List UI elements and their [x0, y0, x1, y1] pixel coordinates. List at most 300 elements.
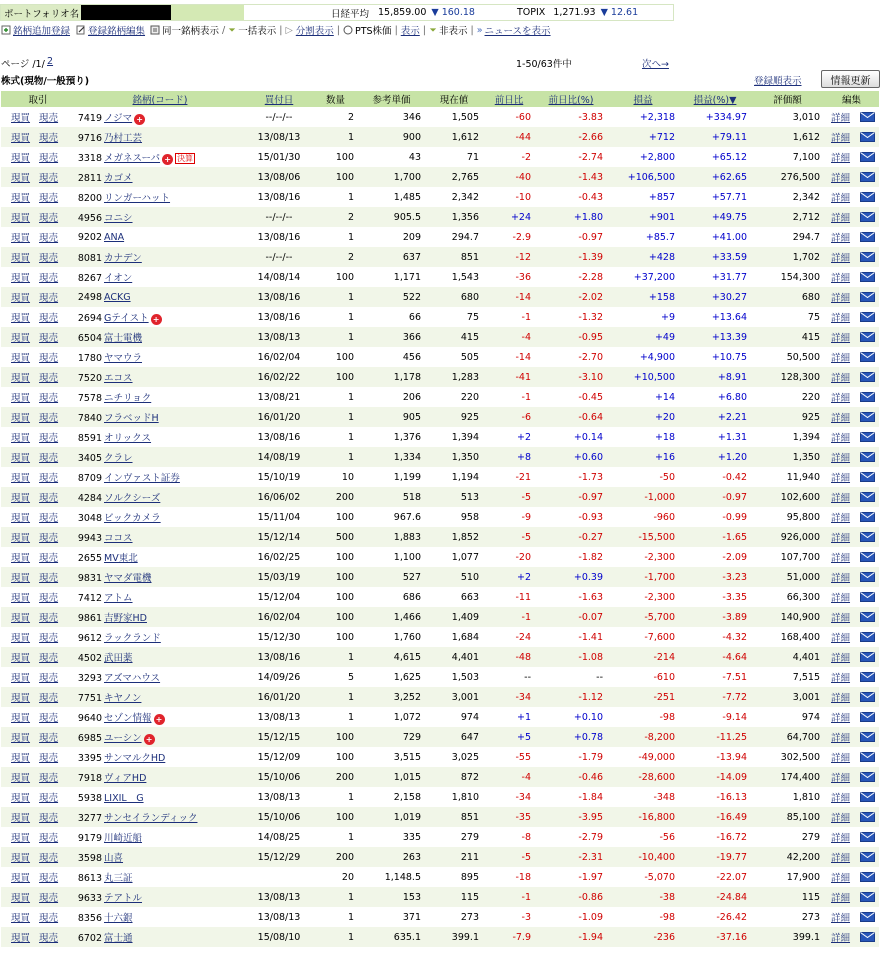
buy-link[interactable]: 現買: [11, 573, 31, 584]
pts-show-link[interactable]: 表示: [400, 26, 420, 37]
cost-price: 518: [358, 487, 425, 507]
mail-icon[interactable]: [860, 832, 875, 842]
buy-link[interactable]: 現買: [11, 853, 31, 864]
day-change-pct: -3.10: [535, 367, 607, 387]
buy-date: 15/10/06: [245, 767, 313, 787]
stock-name-link[interactable]: ニチリョク: [104, 393, 152, 404]
buy-link[interactable]: 現買: [11, 733, 31, 744]
sell-link[interactable]: 現売: [39, 373, 59, 384]
day-change-pct: -2.74: [578, 151, 603, 163]
mail-icon[interactable]: [860, 132, 875, 142]
mail-icon[interactable]: [860, 312, 875, 322]
buy-link[interactable]: 現買: [11, 273, 31, 284]
detail-link[interactable]: 詳細: [831, 293, 851, 304]
valuation: 1,810: [792, 791, 820, 803]
detail-link[interactable]: 詳細: [831, 513, 851, 524]
mail-icon[interactable]: [860, 232, 875, 242]
detail-link[interactable]: 詳細: [831, 373, 851, 384]
buy-date: 13/08/21: [257, 391, 301, 403]
stock-name-link[interactable]: ヤマダ電機: [104, 573, 152, 584]
stock-name-link[interactable]: 乃村工芸: [104, 133, 143, 144]
day-change: -1: [521, 391, 531, 403]
stock-name-link[interactable]: ビックカメラ: [104, 513, 161, 524]
stock-name-link[interactable]: ラックランド: [104, 633, 161, 644]
sell-link[interactable]: 現売: [39, 633, 59, 644]
mail-icon[interactable]: [860, 432, 875, 442]
detail-link[interactable]: 詳細: [831, 813, 851, 824]
trade-cell: [1, 747, 75, 767]
split-show-link[interactable]: 分割表示: [295, 26, 334, 37]
stock-name-link[interactable]: サンマルクHD: [104, 753, 166, 764]
table-row: [1, 747, 879, 767]
sell-link[interactable]: 現売: [39, 673, 59, 684]
stock-name-link[interactable]: フラベッドH: [104, 413, 159, 424]
sell-link[interactable]: 現売: [39, 873, 59, 884]
sell-link[interactable]: 現売: [39, 613, 59, 624]
buy-link[interactable]: 現買: [11, 673, 31, 684]
sell-link[interactable]: 現売: [39, 833, 59, 844]
detail-link[interactable]: 詳細: [831, 693, 851, 704]
mail-icon[interactable]: [860, 712, 875, 722]
stock-code: 3318: [77, 152, 102, 164]
quantity: 100: [335, 551, 354, 563]
mail-icon[interactable]: [860, 452, 875, 462]
sell-link[interactable]: 現売: [39, 753, 59, 764]
pts-hide-label[interactable]: 非表示: [438, 26, 468, 37]
bulk-show-label[interactable]: 一括表示: [238, 26, 277, 37]
quantity: 100: [313, 727, 358, 747]
mail-icon[interactable]: [860, 352, 875, 362]
stock-cell: [75, 167, 245, 187]
mail-icon[interactable]: [860, 612, 875, 622]
detail-link[interactable]: 詳細: [831, 913, 851, 924]
sell-link[interactable]: 現売: [39, 233, 59, 244]
valuation: 1,612: [751, 127, 824, 147]
profit-loss-pct: +33.59: [679, 247, 751, 267]
stock-name-link[interactable]: アズマハウス: [104, 673, 161, 684]
table-row: [1, 127, 879, 147]
sell-link[interactable]: 現売: [39, 113, 59, 124]
buy-link[interactable]: 現買: [11, 253, 31, 264]
stock-name-link[interactable]: LIXIL G: [104, 793, 144, 804]
profit-loss: -960: [653, 511, 675, 523]
stock-name-link[interactable]: 富士電機: [104, 333, 143, 344]
day-change: +5: [483, 727, 535, 747]
sell-link[interactable]: 現売: [39, 333, 59, 344]
stock-name-link[interactable]: リンガーハット: [104, 193, 171, 204]
mail-icon[interactable]: [860, 212, 875, 222]
alert-icon[interactable]: +: [134, 114, 145, 125]
sell-link[interactable]: 現売: [39, 573, 59, 584]
buy-link[interactable]: 現買: [11, 193, 31, 204]
valuation: 276,500: [751, 167, 824, 187]
stock-name-link[interactable]: ノジマ: [104, 112, 133, 124]
stock-name-link[interactable]: MV東北: [104, 553, 138, 564]
valuation: 3,001: [751, 687, 824, 707]
mail-icon[interactable]: [860, 272, 875, 282]
sell-link[interactable]: 現売: [39, 173, 59, 184]
buy-link[interactable]: 現買: [11, 633, 31, 644]
mail-icon[interactable]: [860, 152, 875, 162]
edit-cell: [824, 267, 879, 287]
edit-stocks-link[interactable]: 登録銘柄編集: [88, 26, 146, 37]
detail-link[interactable]: 詳細: [831, 933, 851, 944]
buy-link[interactable]: 現買: [11, 553, 31, 564]
mail-icon[interactable]: [860, 532, 875, 542]
sell-link[interactable]: 現売: [39, 153, 59, 164]
buy-link[interactable]: 現買: [11, 873, 31, 884]
day-change-pct: -2.70: [578, 351, 603, 363]
detail-link[interactable]: 詳細: [831, 633, 851, 644]
header-pl[interactable]: 損益: [607, 91, 679, 107]
portfolio-name-field[interactable]: [171, 5, 244, 20]
detail-link[interactable]: 詳細: [831, 573, 851, 584]
mail-icon[interactable]: [860, 632, 875, 642]
current-price: 872: [425, 767, 483, 787]
edit-cell: [824, 547, 879, 567]
sell-link[interactable]: 現売: [39, 213, 59, 224]
sell-link[interactable]: 現売: [39, 773, 59, 784]
profit-loss: +18: [654, 431, 675, 443]
mail-icon[interactable]: [860, 932, 875, 942]
buy-link[interactable]: 現買: [11, 773, 31, 784]
mail-icon[interactable]: [860, 872, 875, 882]
stock-name-link[interactable]: クラレ: [104, 453, 133, 464]
stock-name-link[interactable]: ココス: [104, 533, 133, 544]
detail-link[interactable]: 詳細: [831, 593, 851, 604]
mail-icon[interactable]: [860, 772, 875, 782]
detail-link[interactable]: 詳細: [831, 393, 851, 404]
stock-name-link[interactable]: ヤマウラ: [104, 353, 143, 364]
stock-name-link[interactable]: 丸三証: [104, 873, 133, 884]
mail-icon[interactable]: [860, 252, 875, 262]
buy-link[interactable]: 現買: [11, 613, 31, 624]
detail-link[interactable]: 詳細: [831, 613, 851, 624]
sell-link[interactable]: 現売: [39, 493, 59, 504]
sell-link[interactable]: 現売: [39, 813, 59, 824]
stock-name-link[interactable]: アトム: [104, 593, 133, 604]
stock-name-link[interactable]: 十六銀: [104, 913, 133, 924]
mail-icon[interactable]: [860, 732, 875, 742]
stock-name-link[interactable]: イオン: [104, 273, 133, 284]
buy-link[interactable]: 現買: [11, 653, 31, 664]
detail-link[interactable]: 詳細: [831, 533, 851, 544]
profit-loss-pct: +30.27: [679, 287, 751, 307]
buy-link[interactable]: 現買: [11, 693, 31, 704]
buy-link[interactable]: 現買: [11, 353, 31, 364]
buy-link[interactable]: 現買: [11, 833, 31, 844]
detail-link[interactable]: 詳細: [831, 433, 851, 444]
sell-link[interactable]: 現売: [39, 353, 59, 364]
sell-link[interactable]: 現売: [39, 713, 59, 724]
buy-link[interactable]: 現買: [11, 533, 31, 544]
stock-name-link[interactable]: インヴァスト証券: [104, 473, 180, 484]
detail-link[interactable]: 詳細: [831, 733, 851, 744]
sell-link[interactable]: 現売: [39, 733, 59, 744]
mail-icon[interactable]: [860, 552, 875, 562]
refresh-button[interactable]: 情報更新: [821, 70, 880, 88]
next-page-link[interactable]: 次へ→: [642, 59, 669, 70]
detail-link[interactable]: 詳細: [831, 333, 851, 344]
sell-link[interactable]: 現売: [39, 473, 59, 484]
stock-name-link[interactable]: サンセイランディック: [104, 813, 198, 824]
mail-icon[interactable]: [860, 652, 875, 662]
valuation: 302,500: [780, 751, 820, 763]
buy-link[interactable]: 現買: [11, 393, 31, 404]
stock-name-link[interactable]: ANA: [104, 231, 125, 243]
stock-name-link[interactable]: キヤノン: [104, 693, 142, 704]
buy-link[interactable]: 現買: [11, 233, 31, 244]
buy-link[interactable]: 現買: [11, 213, 31, 224]
buy-date: 13/08/13: [245, 127, 313, 147]
stock-name-link[interactable]: コニシ: [104, 213, 133, 224]
day-change: +1: [516, 711, 531, 723]
profit-loss-pct: -7.51: [722, 671, 747, 683]
sell-link[interactable]: 現売: [39, 853, 59, 864]
sell-link[interactable]: 現売: [39, 313, 59, 324]
current-price: 1,350: [425, 447, 483, 467]
profit-loss-pct: -3.89: [679, 607, 751, 627]
alert-icon[interactable]: +: [151, 314, 162, 325]
header-pl-pct[interactable]: 損益(%)▼: [679, 91, 751, 107]
buy-link[interactable]: 現買: [11, 473, 31, 484]
stock-name-link[interactable]: 富士通: [104, 933, 133, 944]
edit-cell: [824, 687, 879, 707]
header-change-pct[interactable]: 前日比(%): [535, 91, 607, 107]
stock-name-link[interactable]: セゾン情報: [104, 712, 152, 724]
buy-link[interactable]: 現買: [11, 753, 31, 764]
detail-link[interactable]: 詳細: [831, 113, 851, 124]
buy-link[interactable]: 現買: [11, 493, 31, 504]
profit-loss-pct: -2.09: [722, 551, 747, 563]
buy-link[interactable]: 現買: [11, 713, 31, 724]
buy-link[interactable]: 現買: [11, 593, 31, 604]
detail-link[interactable]: 詳細: [831, 233, 851, 244]
sell-link[interactable]: 現売: [39, 793, 59, 804]
buy-link[interactable]: 現買: [11, 173, 31, 184]
current-price: 279: [460, 831, 479, 843]
detail-link[interactable]: 詳細: [831, 453, 851, 464]
detail-link[interactable]: 詳細: [831, 153, 851, 164]
detail-link[interactable]: 詳細: [831, 753, 851, 764]
buy-link[interactable]: 現買: [11, 133, 31, 144]
buy-link[interactable]: 現買: [11, 313, 31, 324]
sell-link[interactable]: 現売: [39, 393, 59, 404]
detail-link[interactable]: 詳細: [831, 173, 851, 184]
mail-icon[interactable]: [860, 792, 875, 802]
detail-link[interactable]: 詳細: [831, 213, 851, 224]
sell-link[interactable]: 現売: [39, 513, 59, 524]
buy-link[interactable]: 現買: [11, 793, 31, 804]
sell-link[interactable]: 現売: [39, 413, 59, 424]
detail-link[interactable]: 詳細: [831, 833, 851, 844]
sell-link[interactable]: 現売: [39, 433, 59, 444]
mail-icon[interactable]: [860, 912, 875, 922]
quantity: 2: [347, 111, 354, 123]
detail-link[interactable]: 詳細: [831, 673, 851, 684]
buy-link[interactable]: 現買: [11, 153, 31, 164]
detail-link[interactable]: 詳細: [831, 193, 851, 204]
detail-link[interactable]: 詳細: [831, 773, 851, 784]
detail-link[interactable]: 詳細: [831, 713, 851, 724]
header-name[interactable]: 銘柄(コード): [75, 91, 245, 107]
current-price: 680: [425, 287, 483, 307]
add-stock-link[interactable]: 銘柄追加登録: [13, 26, 71, 37]
sell-link[interactable]: 現売: [39, 593, 59, 604]
stock-name-link[interactable]: メガネスーパ: [104, 152, 161, 164]
nikkei-label: 日経平均: [331, 8, 370, 20]
buy-link[interactable]: 現買: [11, 373, 31, 384]
mail-icon[interactable]: [860, 672, 875, 682]
cost-price: 1,171: [393, 271, 421, 283]
stock-code: 2694: [77, 312, 102, 324]
stock-name-link[interactable]: ソルクシーズ: [104, 493, 161, 504]
news-show-link[interactable]: ニュースを表示: [484, 26, 551, 37]
buy-link[interactable]: 現買: [11, 433, 31, 444]
cost-price: 1,466: [358, 607, 425, 627]
buy-link[interactable]: 現買: [11, 293, 31, 304]
mail-icon[interactable]: [860, 512, 875, 522]
buy-link[interactable]: 現買: [11, 453, 31, 464]
alert-icon[interactable]: +: [154, 714, 165, 725]
radio-icon[interactable]: [343, 25, 353, 35]
day-change: -11: [515, 591, 531, 603]
quantity: 100: [335, 271, 354, 283]
stock-code: 3048: [77, 513, 102, 524]
header-date[interactable]: 買付日: [245, 91, 313, 107]
mail-icon[interactable]: [860, 412, 875, 422]
cost-price: 1,700: [358, 167, 425, 187]
buy-link[interactable]: 現買: [11, 893, 31, 904]
stock-name-link[interactable]: 吉野家HD: [104, 613, 147, 624]
stock-name-link[interactable]: テアトル: [104, 893, 143, 904]
day-change-pct: -0.27: [535, 527, 607, 547]
same-stock-label[interactable]: 同一銘柄表示: [162, 26, 220, 37]
stock-name-link[interactable]: オリックス: [104, 433, 152, 444]
day-change-pct: -1.73: [578, 471, 603, 483]
stock-cell: [75, 407, 245, 427]
mail-icon[interactable]: [860, 692, 875, 702]
mail-icon[interactable]: [860, 812, 875, 822]
mail-icon[interactable]: [860, 112, 875, 122]
stock-name-link[interactable]: ACKG: [104, 291, 131, 303]
stock-name-link[interactable]: カゴメ: [104, 173, 133, 184]
stock-name-link[interactable]: 武田薬: [104, 653, 133, 664]
mail-icon[interactable]: [860, 492, 875, 502]
stock-name-link[interactable]: ヴィアHD: [104, 773, 147, 784]
stock-name-link[interactable]: Gテイスト: [104, 312, 149, 324]
stock-name-link[interactable]: エコス: [104, 373, 133, 384]
trade-cell: [1, 227, 75, 247]
detail-link[interactable]: 詳細: [831, 653, 851, 664]
chevron-down-icon: [228, 25, 236, 35]
detail-link[interactable]: 詳細: [831, 493, 851, 504]
cost-price: 905.5: [358, 207, 425, 227]
profit-loss: -2,300: [644, 551, 675, 563]
alert-icon[interactable]: +: [162, 154, 173, 165]
mail-icon[interactable]: [860, 392, 875, 402]
mail-icon[interactable]: [860, 752, 875, 762]
sell-link[interactable]: 現売: [39, 653, 59, 664]
sell-link[interactable]: 現売: [39, 893, 59, 904]
detail-link[interactable]: 詳細: [831, 853, 851, 864]
detail-link[interactable]: 詳細: [831, 553, 851, 564]
mail-icon[interactable]: [860, 892, 875, 902]
current-price: 1,505: [451, 111, 479, 123]
sell-link[interactable]: 現売: [39, 693, 59, 704]
detail-link[interactable]: 詳細: [831, 793, 851, 804]
mail-icon[interactable]: [860, 472, 875, 482]
detail-link[interactable]: 詳細: [831, 893, 851, 904]
buy-link[interactable]: 現買: [11, 513, 31, 524]
mail-icon[interactable]: [860, 852, 875, 862]
mail-icon[interactable]: [860, 572, 875, 582]
valuation: 102,600: [751, 487, 824, 507]
mail-icon[interactable]: [860, 592, 875, 602]
detail-link[interactable]: 詳細: [831, 873, 851, 884]
buy-link[interactable]: 現買: [11, 913, 31, 924]
table-row: [1, 627, 879, 647]
stock-code: 8591: [77, 433, 102, 444]
detail-link[interactable]: 詳細: [831, 313, 851, 324]
buy-link[interactable]: 現買: [11, 813, 31, 824]
sell-link[interactable]: 現売: [39, 133, 59, 144]
stock-name-link[interactable]: ユーシン: [104, 732, 142, 744]
profit-loss-pct: -7.72: [679, 687, 751, 707]
buy-link[interactable]: 現買: [11, 933, 31, 944]
mail-icon[interactable]: [860, 192, 875, 202]
sell-link[interactable]: 現売: [39, 273, 59, 284]
mail-icon[interactable]: [860, 292, 875, 302]
day-change: -12: [483, 247, 535, 267]
day-change: -21: [515, 471, 531, 483]
buy-link[interactable]: 現買: [11, 333, 31, 344]
trade-cell: [1, 307, 75, 327]
edit-cell: [824, 607, 879, 627]
cost-price: 209: [402, 231, 421, 243]
stock-cell: [75, 847, 245, 867]
detail-link[interactable]: 詳細: [831, 273, 851, 284]
stock-name-link[interactable]: 川崎近船: [104, 833, 143, 844]
sell-link[interactable]: 現売: [39, 193, 59, 204]
table-row: [1, 847, 879, 867]
sell-link[interactable]: 現売: [39, 533, 59, 544]
detail-link[interactable]: 詳細: [831, 253, 851, 264]
buy-link[interactable]: 現買: [11, 113, 31, 124]
mail-icon[interactable]: [860, 172, 875, 182]
sell-link[interactable]: 現売: [39, 913, 59, 924]
mail-icon[interactable]: [860, 372, 875, 382]
stock-name-link[interactable]: カナデン: [104, 253, 142, 264]
sell-link[interactable]: 現売: [39, 293, 59, 304]
header-change[interactable]: 前日比: [483, 91, 535, 107]
sell-link[interactable]: 現売: [39, 453, 59, 464]
buy-link[interactable]: 現買: [11, 413, 31, 424]
detail-link[interactable]: 詳細: [831, 413, 851, 424]
detail-link[interactable]: 詳細: [831, 353, 851, 364]
alert-icon[interactable]: +: [144, 734, 155, 745]
sell-link[interactable]: 現売: [39, 253, 59, 264]
sell-link[interactable]: 現売: [39, 933, 59, 944]
stock-name-link[interactable]: 山喜: [104, 853, 124, 864]
page-2-link[interactable]: 2: [47, 56, 54, 67]
detail-link[interactable]: 詳細: [831, 133, 851, 144]
sort-registered-link[interactable]: 登録順表示: [754, 76, 802, 87]
detail-link[interactable]: 詳細: [831, 473, 851, 484]
mail-icon[interactable]: [860, 332, 875, 342]
cost-price: 4,615: [358, 647, 425, 667]
sell-link[interactable]: 現売: [39, 553, 59, 564]
